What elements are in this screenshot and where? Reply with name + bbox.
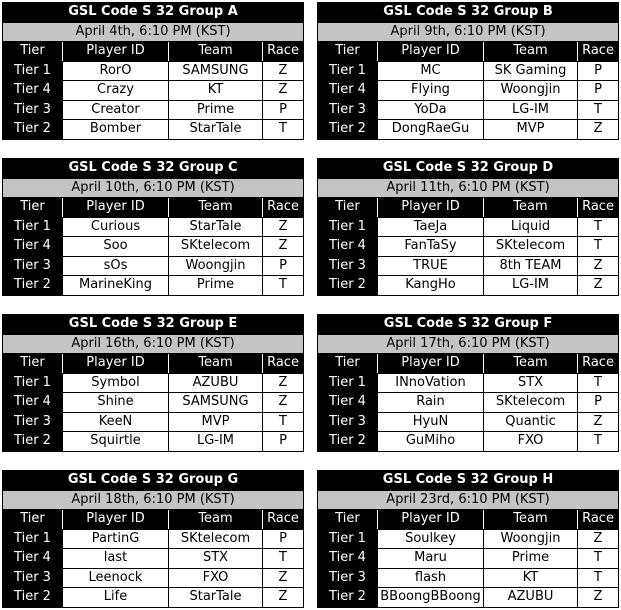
- header-tier: Tier: [3, 198, 63, 218]
- table-row: [3, 529, 304, 549]
- header-tier: Tier: [3, 510, 63, 530]
- tier-cell: Tier 2: [3, 276, 63, 296]
- team-cell: Woongjin: [484, 81, 578, 101]
- group-table-c: [2, 158, 304, 296]
- team-cell: STX: [169, 549, 263, 569]
- tier-cell: Tier 3: [318, 568, 378, 588]
- team-cell: SKtelecom: [169, 529, 263, 549]
- table-row: [318, 549, 619, 569]
- table-row: [3, 393, 304, 413]
- header-player-id: Player ID: [63, 510, 169, 530]
- team-cell: AZUBU: [169, 373, 263, 393]
- tier-cell: Tier 1: [318, 373, 378, 393]
- tier-cell: Tier 2: [318, 588, 378, 608]
- player-id-cell: RorO: [63, 61, 169, 81]
- table-row: [3, 61, 304, 81]
- tier-cell: Tier 2: [318, 120, 378, 140]
- race-cell: P: [578, 393, 619, 413]
- group-title-row: [318, 159, 619, 179]
- team-cell: SK Gaming: [484, 61, 578, 81]
- table-row: [3, 568, 304, 588]
- team-cell: StarTale: [169, 217, 263, 237]
- tier-cell: Tier 4: [318, 237, 378, 257]
- race-cell: Z: [263, 588, 304, 608]
- player-id-cell: last: [63, 549, 169, 569]
- table-row: [3, 120, 304, 140]
- group-title: GSL Code S 32 Group A: [3, 3, 304, 23]
- header-race: Race: [263, 354, 304, 374]
- header-team: Team: [169, 510, 263, 530]
- team-cell: FXO: [169, 568, 263, 588]
- table-row: [318, 120, 619, 140]
- column-header-row: [3, 510, 304, 530]
- race-cell: Z: [263, 568, 304, 588]
- table-row: [318, 373, 619, 393]
- header-player-id: Player ID: [63, 42, 169, 62]
- race-cell: T: [263, 549, 304, 569]
- column-header-row: [3, 42, 304, 62]
- tier-cell: Tier 1: [3, 529, 63, 549]
- tier-cell: Tier 2: [3, 588, 63, 608]
- group-title: GSL Code S 32 Group C: [3, 159, 304, 179]
- header-tier: Tier: [318, 198, 378, 218]
- race-cell: P: [263, 432, 304, 452]
- header-tier: Tier: [318, 510, 378, 530]
- team-cell: 8th TEAM: [484, 256, 578, 276]
- player-id-cell: Bomber: [63, 120, 169, 140]
- race-cell: T: [578, 237, 619, 257]
- race-cell: T: [263, 276, 304, 296]
- team-cell: SKtelecom: [169, 237, 263, 257]
- team-cell: MVP: [484, 120, 578, 140]
- player-id-cell: sOs: [63, 256, 169, 276]
- player-id-cell: Maru: [378, 549, 484, 569]
- race-cell: Z: [578, 120, 619, 140]
- table-row: [3, 276, 304, 296]
- header-race: Race: [578, 42, 619, 62]
- player-id-cell: Soulkey: [378, 529, 484, 549]
- group-table-b: [317, 2, 619, 140]
- table-row: [3, 412, 304, 432]
- tier-cell: Tier 3: [318, 256, 378, 276]
- tier-cell: Tier 1: [318, 529, 378, 549]
- group-table-g: [2, 470, 304, 608]
- tier-cell: Tier 1: [3, 217, 63, 237]
- tier-cell: Tier 4: [3, 393, 63, 413]
- header-player-id: Player ID: [378, 510, 484, 530]
- team-cell: AZUBU: [484, 588, 578, 608]
- tier-cell: Tier 3: [3, 256, 63, 276]
- header-race: Race: [263, 42, 304, 62]
- team-cell: KT: [484, 568, 578, 588]
- header-race: Race: [263, 510, 304, 530]
- player-id-cell: PartinG: [63, 529, 169, 549]
- group-title: GSL Code S 32 Group E: [3, 315, 304, 335]
- race-cell: Z: [263, 81, 304, 101]
- tier-cell: Tier 4: [318, 393, 378, 413]
- player-id-cell: MarineKing: [63, 276, 169, 296]
- header-team: Team: [484, 354, 578, 374]
- column-header-row: [3, 198, 304, 218]
- header-player-id: Player ID: [378, 198, 484, 218]
- table-row: [3, 432, 304, 452]
- player-id-cell: Flying: [378, 81, 484, 101]
- table-row: [318, 81, 619, 101]
- team-cell: MVP: [169, 412, 263, 432]
- header-tier: Tier: [318, 42, 378, 62]
- column-header-row: [318, 42, 619, 62]
- tier-cell: Tier 2: [3, 120, 63, 140]
- header-team: Team: [484, 198, 578, 218]
- table-row: [3, 217, 304, 237]
- header-race: Race: [263, 198, 304, 218]
- group-date: April 16th, 6:10 PM (KST): [3, 334, 304, 354]
- team-cell: Quantic: [484, 412, 578, 432]
- team-cell: Liquid: [484, 217, 578, 237]
- table-row: [3, 588, 304, 608]
- tier-cell: Tier 4: [3, 81, 63, 101]
- table-row: [318, 412, 619, 432]
- team-cell: SAMSUNG: [169, 393, 263, 413]
- tier-cell: Tier 1: [3, 373, 63, 393]
- group-date-row: [3, 178, 304, 198]
- race-cell: T: [578, 549, 619, 569]
- team-cell: SAMSUNG: [169, 61, 263, 81]
- player-id-cell: KeeN: [63, 412, 169, 432]
- player-id-cell: DongRaeGu: [378, 120, 484, 140]
- race-cell: Z: [263, 217, 304, 237]
- tier-cell: Tier 4: [3, 549, 63, 569]
- tier-cell: Tier 1: [3, 61, 63, 81]
- header-race: Race: [578, 354, 619, 374]
- table-row: [318, 61, 619, 81]
- player-id-cell: YoDa: [378, 100, 484, 120]
- column-header-row: [3, 354, 304, 374]
- tier-cell: Tier 1: [318, 217, 378, 237]
- group-table-d: [317, 158, 619, 296]
- tier-cell: Tier 2: [318, 432, 378, 452]
- race-cell: P: [578, 61, 619, 81]
- player-id-cell: KangHo: [378, 276, 484, 296]
- header-race: Race: [578, 198, 619, 218]
- group-title: GSL Code S 32 Group B: [318, 3, 619, 23]
- race-cell: P: [263, 100, 304, 120]
- team-cell: LG-IM: [169, 432, 263, 452]
- player-id-cell: Shine: [63, 393, 169, 413]
- team-cell: Woongjin: [484, 529, 578, 549]
- table-row: [318, 393, 619, 413]
- group-date-row: [3, 334, 304, 354]
- table-row: [3, 256, 304, 276]
- team-cell: SKtelecom: [484, 393, 578, 413]
- player-id-cell: Life: [63, 588, 169, 608]
- group-table-e: [2, 314, 304, 452]
- race-cell: P: [578, 81, 619, 101]
- team-cell: KT: [169, 81, 263, 101]
- group-date-row: [318, 334, 619, 354]
- group-title-row: [3, 159, 304, 179]
- header-player-id: Player ID: [378, 42, 484, 62]
- team-cell: LG-IM: [484, 100, 578, 120]
- header-team: Team: [484, 510, 578, 530]
- header-player-id: Player ID: [378, 354, 484, 374]
- player-id-cell: TaeJa: [378, 217, 484, 237]
- table-row: [318, 276, 619, 296]
- race-cell: P: [263, 529, 304, 549]
- race-cell: T: [263, 412, 304, 432]
- race-cell: Z: [578, 588, 619, 608]
- group-title-row: [3, 315, 304, 335]
- race-cell: Z: [578, 256, 619, 276]
- team-cell: STX: [484, 373, 578, 393]
- table-row: [3, 81, 304, 101]
- group-date-row: [318, 178, 619, 198]
- player-id-cell: Curious: [63, 217, 169, 237]
- group-title-row: [3, 3, 304, 23]
- table-row: [3, 373, 304, 393]
- table-row: [318, 217, 619, 237]
- player-id-cell: TRUE: [378, 256, 484, 276]
- group-date: April 17th, 6:10 PM (KST): [318, 334, 619, 354]
- player-id-cell: Symbol: [63, 373, 169, 393]
- tier-cell: Tier 3: [318, 412, 378, 432]
- tier-cell: Tier 3: [318, 100, 378, 120]
- team-cell: Prime: [169, 276, 263, 296]
- race-cell: T: [578, 217, 619, 237]
- table-row: [318, 588, 619, 608]
- group-title: GSL Code S 32 Group F: [318, 315, 619, 335]
- group-date: April 18th, 6:10 PM (KST): [3, 490, 304, 510]
- team-cell: FXO: [484, 432, 578, 452]
- header-tier: Tier: [3, 354, 63, 374]
- table-row: [3, 549, 304, 569]
- header-tier: Tier: [318, 354, 378, 374]
- team-cell: Prime: [169, 100, 263, 120]
- group-date: April 23rd, 6:10 PM (KST): [318, 490, 619, 510]
- player-id-cell: Soo: [63, 237, 169, 257]
- race-cell: Z: [578, 529, 619, 549]
- tier-cell: Tier 2: [3, 432, 63, 452]
- team-cell: Woongjin: [169, 256, 263, 276]
- team-cell: StarTale: [169, 588, 263, 608]
- race-cell: Z: [578, 276, 619, 296]
- tier-cell: Tier 1: [318, 61, 378, 81]
- race-cell: T: [578, 432, 619, 452]
- race-cell: Z: [263, 393, 304, 413]
- tier-cell: Tier 3: [3, 412, 63, 432]
- group-table-a: [2, 2, 304, 140]
- tier-cell: Tier 4: [318, 549, 378, 569]
- tier-cell: Tier 4: [3, 237, 63, 257]
- table-row: [318, 529, 619, 549]
- group-title-row: [318, 315, 619, 335]
- header-race: Race: [578, 510, 619, 530]
- group-date-row: [318, 22, 619, 42]
- column-header-row: [318, 354, 619, 374]
- group-title-row: [318, 3, 619, 23]
- table-row: [318, 432, 619, 452]
- race-cell: T: [578, 373, 619, 393]
- group-date: April 9th, 6:10 PM (KST): [318, 22, 619, 42]
- player-id-cell: FanTaSy: [378, 237, 484, 257]
- race-cell: Z: [578, 412, 619, 432]
- tier-cell: Tier 3: [3, 568, 63, 588]
- table-row: [318, 237, 619, 257]
- table-row: [318, 100, 619, 120]
- player-id-cell: Squirtle: [63, 432, 169, 452]
- race-cell: T: [578, 568, 619, 588]
- table-row: [3, 237, 304, 257]
- header-tier: Tier: [3, 42, 63, 62]
- group-date-row: [3, 490, 304, 510]
- group-table-f: [317, 314, 619, 452]
- header-player-id: Player ID: [63, 198, 169, 218]
- group-title-row: [318, 471, 619, 491]
- player-id-cell: Rain: [378, 393, 484, 413]
- header-player-id: Player ID: [63, 354, 169, 374]
- race-cell: Z: [263, 237, 304, 257]
- table-row: [318, 568, 619, 588]
- tier-cell: Tier 4: [318, 81, 378, 101]
- tier-cell: Tier 2: [318, 276, 378, 296]
- group-table-h: [317, 470, 619, 608]
- player-id-cell: INnoVation: [378, 373, 484, 393]
- player-id-cell: HyuN: [378, 412, 484, 432]
- player-id-cell: flash: [378, 568, 484, 588]
- player-id-cell: GuMiho: [378, 432, 484, 452]
- group-date: April 4th, 6:10 PM (KST): [3, 22, 304, 42]
- group-title: GSL Code S 32 Group H: [318, 471, 619, 491]
- group-date: April 10th, 6:10 PM (KST): [3, 178, 304, 198]
- race-cell: Z: [263, 373, 304, 393]
- header-team: Team: [169, 354, 263, 374]
- player-id-cell: MC: [378, 61, 484, 81]
- player-id-cell: Creator: [63, 100, 169, 120]
- race-cell: T: [578, 100, 619, 120]
- group-date: April 11th, 6:10 PM (KST): [318, 178, 619, 198]
- group-title: GSL Code S 32 Group D: [318, 159, 619, 179]
- group-date-row: [318, 490, 619, 510]
- team-cell: SKtelecom: [484, 237, 578, 257]
- header-team: Team: [169, 198, 263, 218]
- header-team: Team: [169, 42, 263, 62]
- team-cell: StarTale: [169, 120, 263, 140]
- table-row: [318, 256, 619, 276]
- group-title: GSL Code S 32 Group G: [3, 471, 304, 491]
- column-header-row: [318, 510, 619, 530]
- race-cell: T: [263, 120, 304, 140]
- team-cell: LG-IM: [484, 276, 578, 296]
- tier-cell: Tier 3: [3, 100, 63, 120]
- race-cell: P: [263, 256, 304, 276]
- group-date-row: [3, 22, 304, 42]
- group-title-row: [3, 471, 304, 491]
- player-id-cell: Crazy: [63, 81, 169, 101]
- header-team: Team: [484, 42, 578, 62]
- team-cell: Prime: [484, 549, 578, 569]
- table-row: [3, 100, 304, 120]
- race-cell: Z: [263, 61, 304, 81]
- column-header-row: [318, 198, 619, 218]
- player-id-cell: Leenock: [63, 568, 169, 588]
- player-id-cell: BBoongBBoong: [378, 588, 484, 608]
